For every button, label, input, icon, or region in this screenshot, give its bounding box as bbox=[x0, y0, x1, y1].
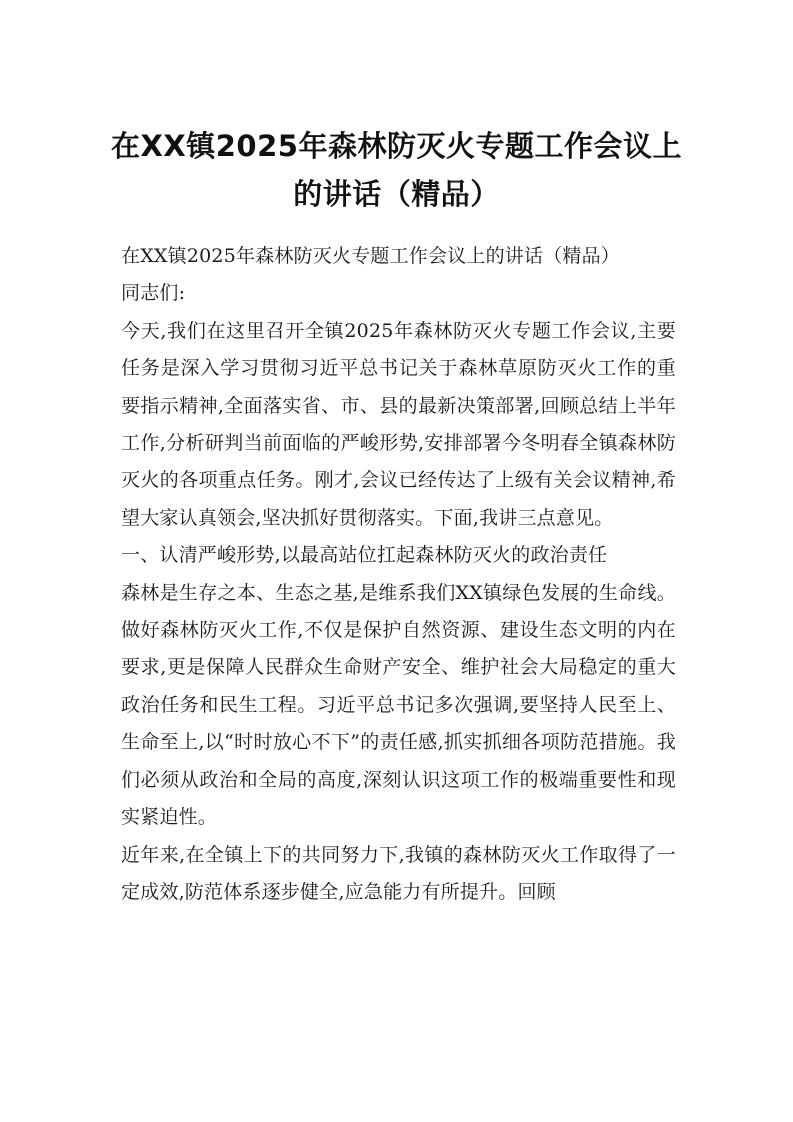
document-body bbox=[121, 238, 676, 911]
document-title bbox=[100, 122, 693, 218]
paragraph-intro: 今天,我们在这里召开全镇2025年森林防灭火专题工作会议,主要任务是深入学习贯彻习近平总书记关于森林草原防灭火工作的重要指示精神,全面落实省、市、县的最新决策部署,回顾总结上半年工作,分析研判当前面临的严峻形势,安排部署今冬明春全镇森林防灭火的各项重点任务。刚才,会议已经传达了上级有关会议精神,希望大家认真领会,坚决抓好贯彻落实。下面,我讲三点意见。 bbox=[121, 319, 676, 529]
title-line-2: 的讲话（精品） bbox=[293, 177, 500, 211]
paragraph-subtitle: 在XX镇2025年森林防灭火专题工作会议上的讲话（精品） bbox=[121, 245, 621, 267]
paragraph-section-1: 森林是生存之本、生态之基,是维系我们XX镇绿色发展的生命线。做好森林防灭火工作,不仅是保护自然资源、建设生态文明的内在要求,更是保障人民群众生命财产安全、维护社会大局稳定的重大政治任务和民生工程。习近平总书记多次强调,要坚持人民至上、生命至上,以“时时放心不下”的责任感,抓实抓细各项防范措施。我们必须从政治和全局的高度,深刻认识这项工作的极端重要性和现实紧迫性。 bbox=[121, 581, 676, 829]
paragraph-review: 近年来,在全镇上下的共同努力下,我镇的森林防灭火工作取得了一定成效,防范体系逐步健全,应急能力有所提升。回顾 bbox=[121, 843, 676, 903]
section-heading-1: 一、认清严峻形势,以最高站位扛起森林防灭火的政治责任 bbox=[121, 544, 608, 567]
paragraph-salutation: 同志们: bbox=[121, 282, 186, 305]
title-line-1: 在XX镇2025年森林防灭火专题工作会议上 bbox=[111, 129, 682, 163]
